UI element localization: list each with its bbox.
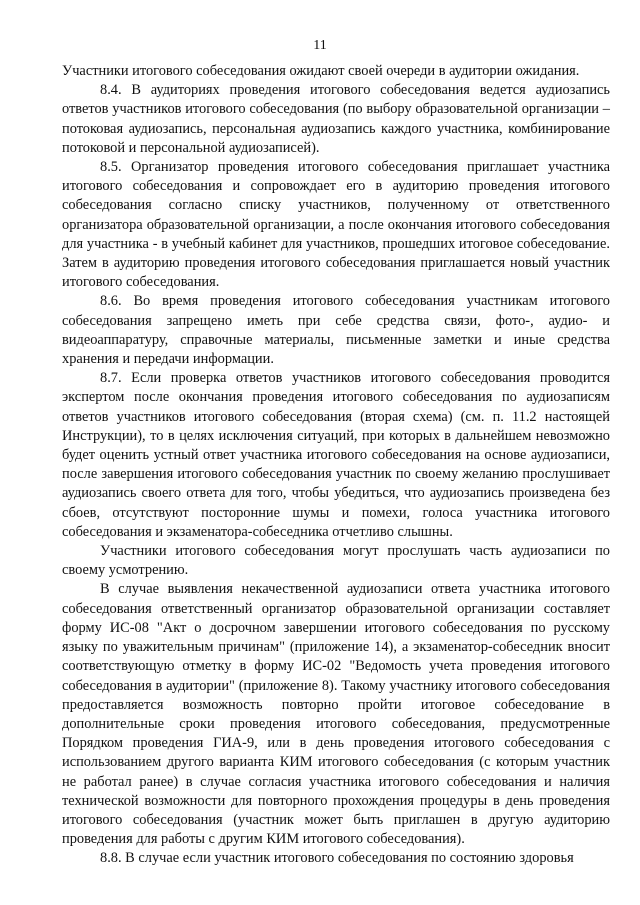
paragraph-8-4: 8.4. В аудиториях проведения итогового собеседования ведется аудиозапись ответов участников итогового собеседования (по выбору образовательной организации – потоковая аудиозапись, персональная аудиозапись каждого участника, комбинирование потоковой и персональной аудиозаписей). [62,82,610,156]
page-number: 11 [313,38,327,53]
paragraph-8-5: 8.5. Организатор проведения итогового собеседования приглашает участника итогового собеседования и сопровождает его в аудиторию проведения итогового собеседования согласно списку участников, полученному от ответственного организатора образовательной организации, а после окончания итогового собеседования для участника - в учебный кабинет для участников, прошедших итоговое собеседование. Затем в аудиторию проведения итогового собеседования приглашается новый участник итогового собеседования. [62,159,610,291]
paragraph-listen-part: Участники итогового собеседования могут прослушать часть аудиозаписи по своему усмотрению. [62,543,610,579]
document-body [62,62,610,869]
paragraph-waiting: Участники итогового собеседования ожидают своей очереди в аудитории ожидания. [62,63,580,79]
paragraph-poor-recording: В случае выявления некачественной аудиозаписи ответа участника итогового собеседования ответственный организатор образовательной организации составляет форму ИС-08 "Акт о досрочном завершении итогового собеседования по русскому языку по уважительным причинам" (приложение 14), а экзаменатор-собеседник вносит соответствующую отметку в форму ИС-02 "Ведомость учета проведения итогового собеседования в аудитории" (приложение 8). Такому участнику итогового собеседования предоставляется возможность повторно пройти итоговое собеседование в дополнительные сроки проведения итогового собеседования, предусмотренные Порядком проведения ГИА-9, или в день проведения итогового собеседования с использованием другого варианта КИМ итогового собеседования (с которым участник не работал ранее) в случае согласия участника итогового собеседования и наличия технической возможности для повторного прохождения процедуры в день проведения итогового собеседования (участник может быть приглашен в другую аудиторию проведения для работы с другим КИМ итогового собеседования). [62,581,610,848]
paragraph-8-7: 8.7. Если проверка ответов участников итогового собеседования проводится экспертом после окончания проведения итогового собеседования по аудиозаписям ответов участников итогового собеседования (вторая схема) (см. п. 11.2 настоящей Инструкции), то в целях исключения ситуаций, при которых в дальнейшем невозможно будет оценить устный ответ участника итогового собеседования на основе аудиозаписи, после завершения итогового собеседования участник по своему желанию прослушивает аудиозапись своего ответа для того, чтобы убедиться, что аудиозапись произведена без сбоев, отсутствуют посторонние шумы и помехи, голоса участника итогового собеседования и экзаменатора-собеседника отчетливо слышны. [62,370,610,540]
paragraph-8-8: 8.8. В случае если участник итогового собеседования по состоянию здоровья [100,850,574,867]
paragraph-8-6: 8.6. Во время проведения итогового собеседования участникам итогового собеседования запрещено иметь при себе средства связи, фото-, аудио- и видеоаппаратуру, справочные материалы, письменные заметки и иные средства хранения и передачи информации. [62,293,610,368]
